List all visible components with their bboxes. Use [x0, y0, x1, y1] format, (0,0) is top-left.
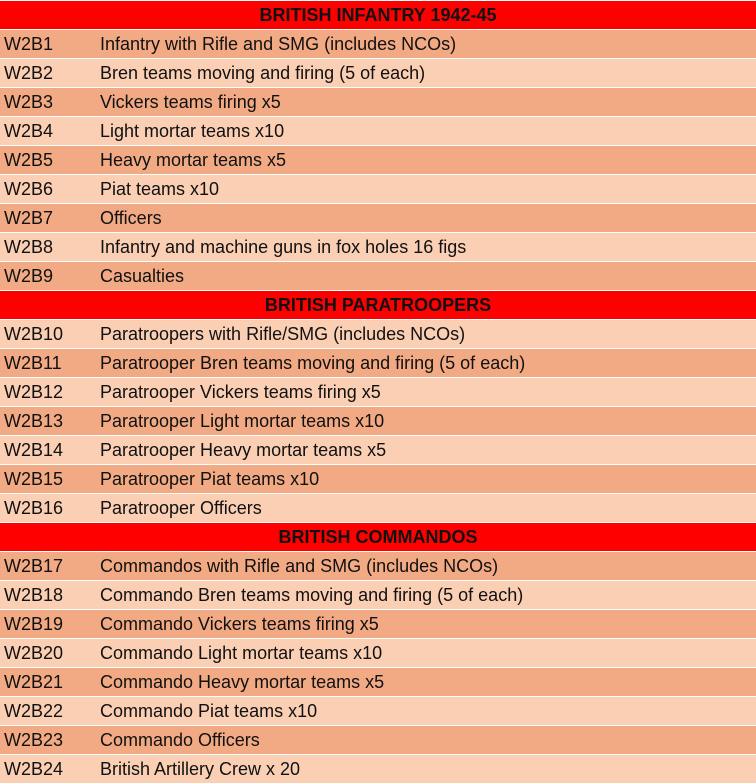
table-row — [0, 668, 756, 697]
table-row — [0, 30, 756, 59]
table-row — [0, 59, 756, 88]
section-title: BRITISH COMMANDOS — [0, 523, 756, 552]
product-code: W2B9 — [0, 262, 96, 291]
product-description: Casualties — [96, 262, 756, 291]
product-code: W2B3 — [0, 88, 96, 117]
product-code: W2B14 — [0, 436, 96, 465]
table-row — [0, 146, 756, 175]
table-row — [0, 320, 756, 349]
product-description: Paratroopers with Rifle/SMG (includes NCOs) — [96, 320, 756, 349]
product-code: W2B15 — [0, 465, 96, 494]
section-header-row — [0, 1, 756, 30]
table-row — [0, 349, 756, 378]
product-description: British Artillery Crew x 20 — [96, 755, 756, 784]
product-code: W2B13 — [0, 407, 96, 436]
product-code: W2B16 — [0, 494, 96, 523]
product-code: W2B24 — [0, 755, 96, 784]
product-code: W2B10 — [0, 320, 96, 349]
product-description: Officers — [96, 204, 756, 233]
table-row — [0, 494, 756, 523]
table-row — [0, 552, 756, 581]
table-row — [0, 581, 756, 610]
table-row — [0, 697, 756, 726]
product-code: W2B8 — [0, 233, 96, 262]
table-row — [0, 262, 756, 291]
product-code: W2B22 — [0, 697, 96, 726]
product-description: Paratrooper Bren teams moving and firing (5 of each) — [96, 349, 756, 378]
table-row — [0, 465, 756, 494]
product-code: W2B19 — [0, 610, 96, 639]
section-header-row — [0, 523, 756, 552]
section-header-row — [0, 291, 756, 320]
product-description: Infantry with Rifle and SMG (includes NCOs) — [96, 30, 756, 59]
product-code: W2B18 — [0, 581, 96, 610]
table-row — [0, 436, 756, 465]
product-description: Commando Heavy mortar teams x5 — [96, 668, 756, 697]
table-row — [0, 88, 756, 117]
product-description: Heavy mortar teams x5 — [96, 146, 756, 175]
table-row — [0, 755, 756, 784]
product-description: Commando Piat teams x10 — [96, 697, 756, 726]
product-description: Commando Vickers teams firing x5 — [96, 610, 756, 639]
product-description: Commandos with Rifle and SMG (includes NCOs) — [96, 552, 756, 581]
product-description: Paratrooper Vickers teams firing x5 — [96, 378, 756, 407]
product-description: Paratrooper Light mortar teams x10 — [96, 407, 756, 436]
section-title: BRITISH INFANTRY 1942-45 — [0, 1, 756, 30]
table-row — [0, 117, 756, 146]
table-row — [0, 233, 756, 262]
product-description: Vickers teams firing x5 — [96, 88, 756, 117]
product-code: W2B6 — [0, 175, 96, 204]
product-code: W2B23 — [0, 726, 96, 755]
product-description: Infantry and machine guns in fox holes 16 figs — [96, 233, 756, 262]
product-code: W2B2 — [0, 59, 96, 88]
table-row — [0, 407, 756, 436]
product-code: W2B11 — [0, 349, 96, 378]
product-code: W2B1 — [0, 30, 96, 59]
product-description: Piat teams x10 — [96, 175, 756, 204]
table-row — [0, 610, 756, 639]
product-code: W2B17 — [0, 552, 96, 581]
product-code: W2B20 — [0, 639, 96, 668]
product-description: Paratrooper Heavy mortar teams x5 — [96, 436, 756, 465]
table-row — [0, 204, 756, 233]
product-code: W2B7 — [0, 204, 96, 233]
product-code: W2B4 — [0, 117, 96, 146]
section-title: BRITISH PARATROOPERS — [0, 291, 756, 320]
product-code: W2B21 — [0, 668, 96, 697]
product-description: Light mortar teams x10 — [96, 117, 756, 146]
table-row — [0, 639, 756, 668]
product-description: Paratrooper Piat teams x10 — [96, 465, 756, 494]
catalog-body — [0, 1, 756, 784]
product-code: W2B5 — [0, 146, 96, 175]
table-row — [0, 175, 756, 204]
table-row — [0, 726, 756, 755]
product-code: W2B12 — [0, 378, 96, 407]
product-description: Paratrooper Officers — [96, 494, 756, 523]
product-description: Commando Officers — [96, 726, 756, 755]
product-description: Bren teams moving and firing (5 of each) — [96, 59, 756, 88]
table-row — [0, 378, 756, 407]
product-description: Commando Light mortar teams x10 — [96, 639, 756, 668]
product-description: Commando Bren teams moving and firing (5 of each) — [96, 581, 756, 610]
